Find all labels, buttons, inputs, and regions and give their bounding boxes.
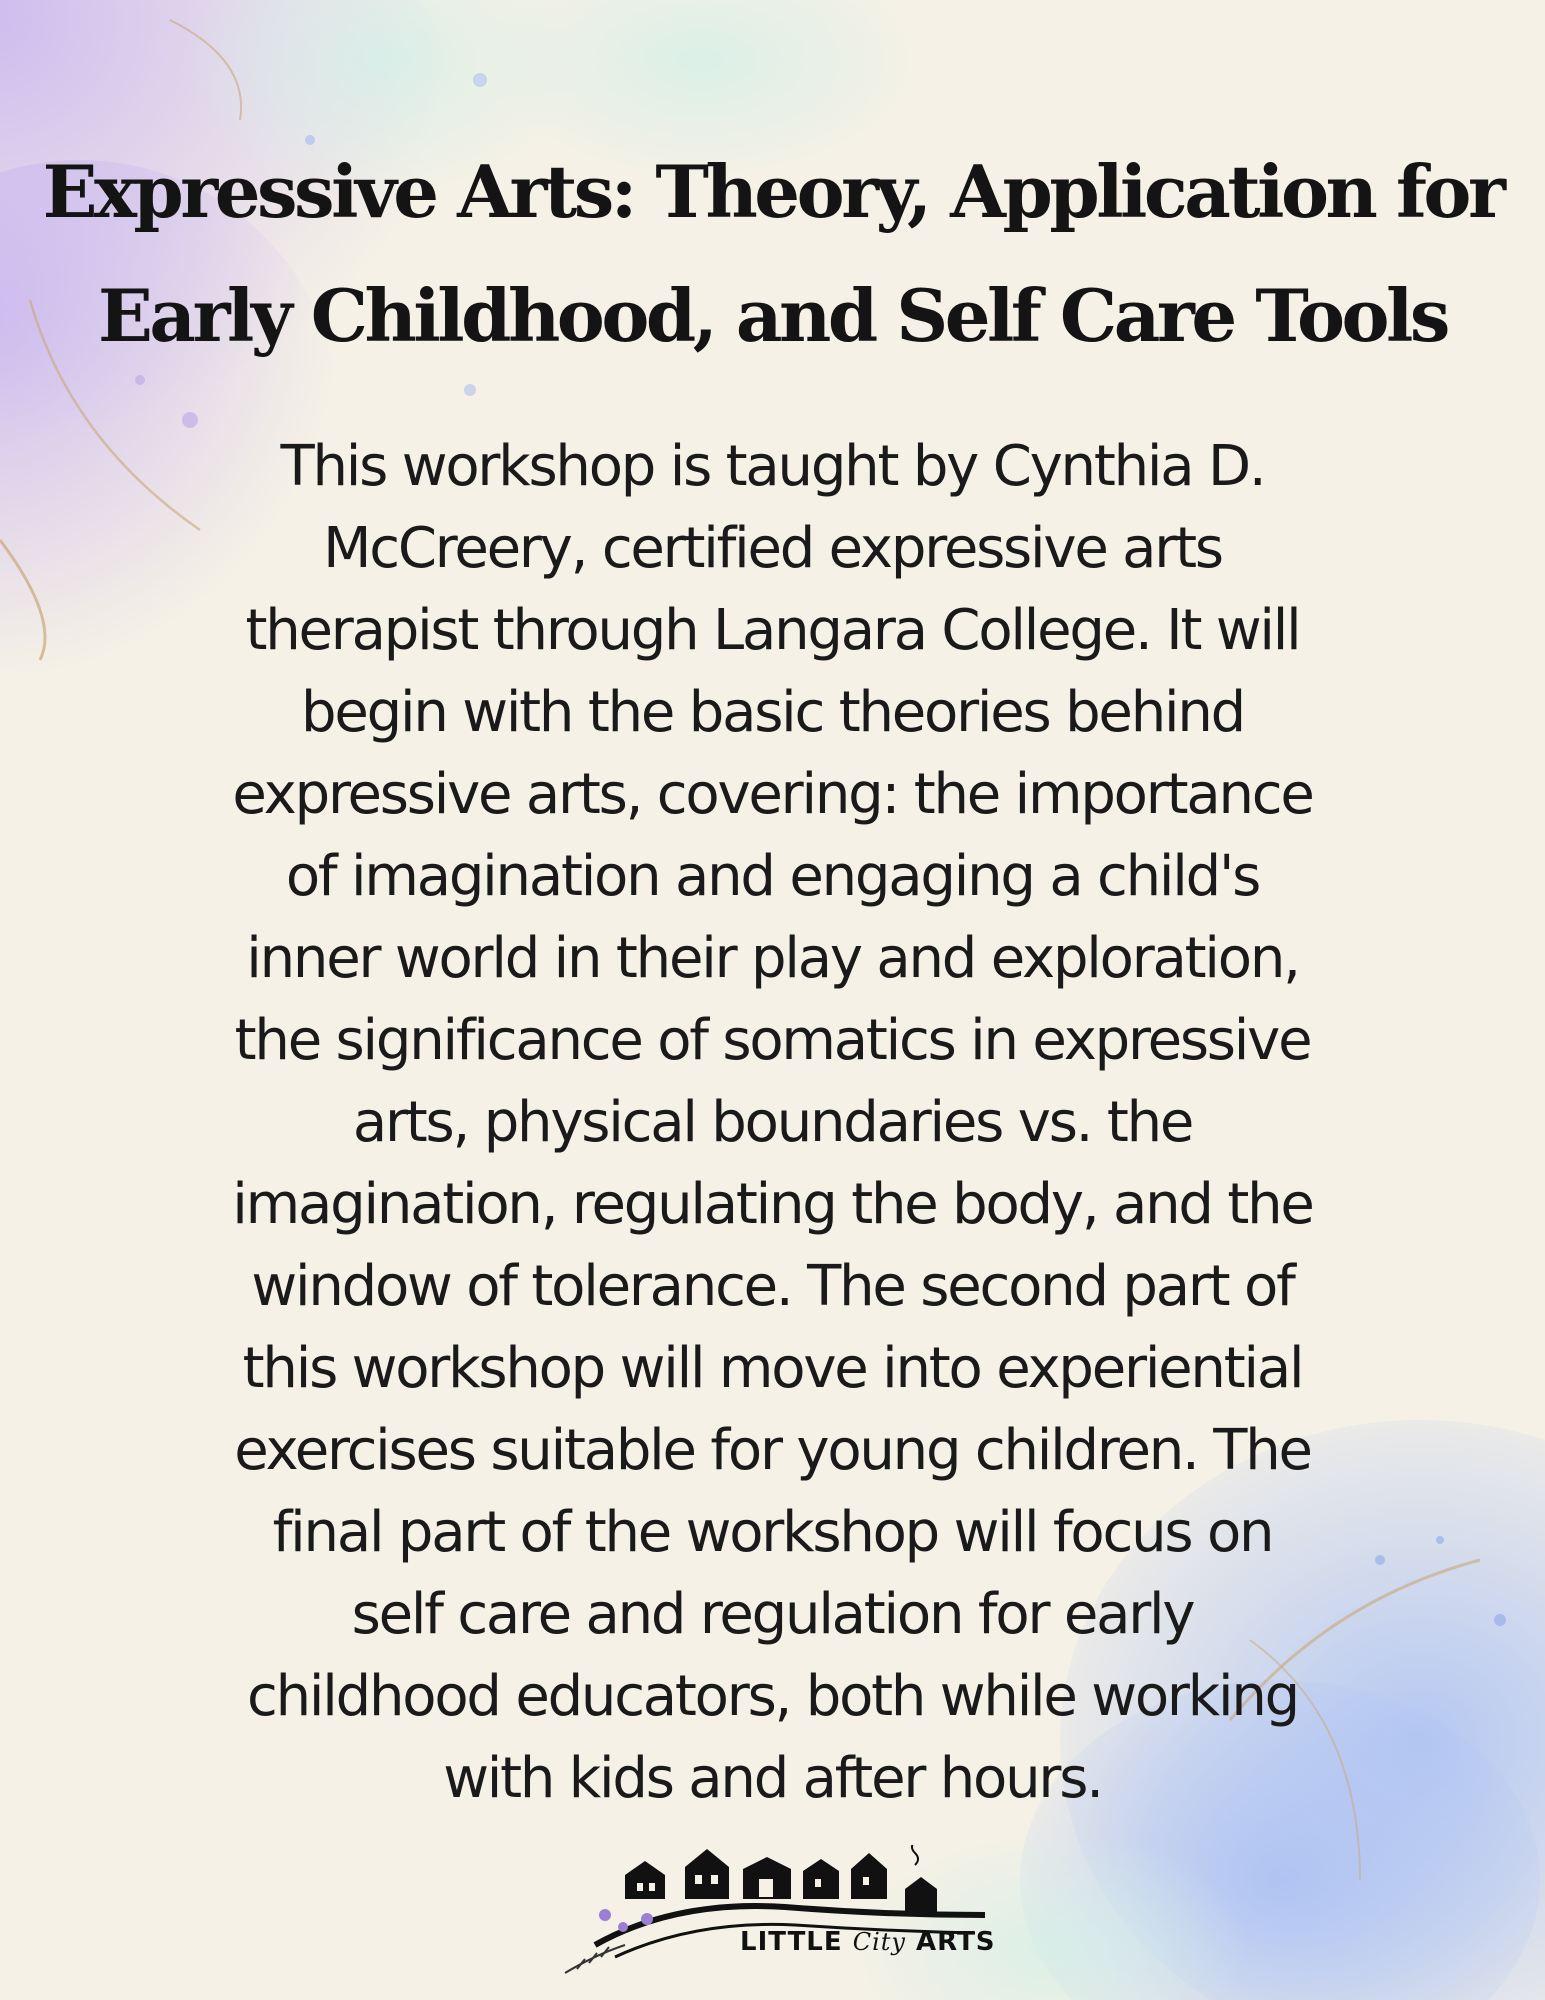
description-line: final part of the workshop will focus on — [272, 1500, 1273, 1565]
description-line: therapist through Langara College. It will — [245, 598, 1300, 663]
description-line: with kids and after hours. — [443, 1746, 1102, 1811]
description-line: childhood educators, both while working — [247, 1664, 1298, 1729]
description-line: McCreery, certified expressive arts — [323, 516, 1222, 581]
description-line: arts, physical boundaries vs. the — [352, 1090, 1193, 1155]
description-line: the significance of somatics in expressive — [234, 1008, 1311, 1073]
title-line-1: Expressive Arts: Theory, Application for — [42, 149, 1503, 234]
description-line: this workshop will move into experiential — [242, 1336, 1303, 1401]
description-line: inner world in their play and exploration, — [246, 926, 1299, 991]
description-line: imagination, regulating the body, and the — [232, 1172, 1313, 1237]
description-line: begin with the basic theories behind — [301, 680, 1244, 745]
description-line: of imagination and engaging a child's — [285, 844, 1260, 909]
description-line: This workshop is taught by Cynthia D. — [280, 434, 1265, 499]
workshop-description — [100, 426, 1445, 1820]
description-line: expressive arts, covering: the importance — [232, 762, 1313, 827]
logo-word-arts: ARTS — [916, 1927, 996, 1957]
description-line: window of tolerance. The second part of — [251, 1254, 1294, 1319]
little-city-arts-logo — [555, 1845, 995, 1975]
logo-word-little: LITTLE — [740, 1927, 843, 1957]
logo-word-city: City — [852, 1928, 906, 1956]
description-line: self care and regulation for early — [351, 1582, 1194, 1647]
page-title — [20, 130, 1525, 378]
logo-wordmark — [740, 1927, 995, 1957]
description-line: exercises suitable for young children. The — [234, 1418, 1311, 1483]
title-line-2: Early Childhood, and Self Care Tools — [98, 273, 1447, 358]
